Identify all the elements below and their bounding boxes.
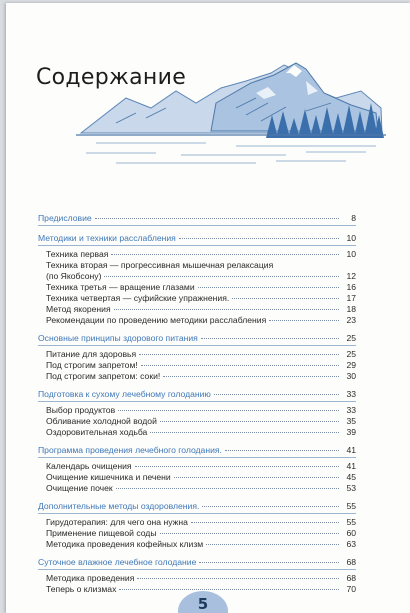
toc-heading-label: Дополнительные методы оздоровления. (38, 501, 200, 511)
toc-item[interactable] (38, 349, 356, 360)
toc-item-label: Техника вторая — прогрессивная мышечная релаксация (46, 260, 274, 270)
toc-section-heading[interactable] (38, 233, 356, 244)
divider (38, 513, 356, 514)
toc-item[interactable] (38, 260, 356, 282)
toc-item[interactable] (38, 282, 356, 293)
toc-item[interactable] (38, 293, 356, 304)
page-number-badge: 5 (178, 591, 228, 613)
dotted-leader (179, 238, 339, 239)
divider (38, 401, 356, 402)
toc-item-label: Теперь о клизмах (46, 584, 117, 594)
toc-page-number: 70 (346, 584, 356, 594)
dotted-leader (114, 309, 339, 310)
dotted-leader (111, 254, 339, 255)
toc-section (38, 213, 356, 226)
toc-item-label: Очищение кишечника и печени (46, 472, 171, 482)
toc-page-number: 33 (346, 405, 356, 415)
toc-heading-label: Предисловие (38, 213, 92, 223)
dotted-leader (199, 562, 339, 563)
divider (38, 569, 356, 570)
toc-item-label: Техника первая (46, 249, 109, 259)
toc-page-number: 63 (346, 539, 356, 549)
toc-item-label: Методика проведения кофейных клизм (46, 539, 204, 549)
toc-section-heading[interactable] (38, 501, 356, 512)
toc-page-number: 18 (346, 304, 356, 314)
dotted-leader (174, 477, 339, 478)
toc-page-number: 55 (346, 517, 356, 527)
divider (38, 345, 356, 346)
toc-page-number: 29 (346, 360, 356, 370)
toc-item-label: Применение пищевой соды (46, 528, 157, 538)
dotted-leader (160, 421, 339, 422)
dotted-leader (163, 376, 339, 377)
dotted-leader (214, 394, 339, 395)
toc-page-number: 39 (346, 427, 356, 437)
toc-page-number: 10 (346, 233, 356, 243)
toc-heading-label: Суточное влажное лечебное голодание (38, 557, 197, 567)
toc-page-number: 68 (346, 557, 356, 567)
dotted-leader (191, 522, 339, 523)
toc-item[interactable] (38, 573, 356, 584)
toc-section (38, 557, 356, 595)
dotted-leader (141, 365, 339, 366)
toc-item[interactable] (38, 360, 356, 371)
toc-item-label: Оздоровительная ходьба (46, 427, 148, 437)
toc-item[interactable] (38, 427, 356, 438)
toc-item-label: Гирудотерапия: для чего она нужна (46, 517, 188, 527)
toc-page-number: 30 (346, 371, 356, 381)
toc-section (38, 501, 356, 550)
toc-item[interactable] (38, 472, 356, 483)
toc-heading-label: Программа проведения лечебного голодания. (38, 445, 222, 455)
divider (38, 457, 356, 458)
toc-section (38, 233, 356, 326)
toc-section-heading[interactable] (38, 389, 356, 400)
dotted-leader (95, 218, 339, 219)
dotted-leader (201, 338, 339, 339)
toc-item-label: Рекомендации по проведению методики расслабления (46, 315, 267, 325)
toc-item-label: Питание для здоровья (46, 349, 137, 359)
dotted-leader (139, 354, 339, 355)
dotted-leader (206, 544, 339, 545)
toc-section-heading[interactable] (38, 333, 356, 344)
toc-section-heading[interactable] (38, 557, 356, 568)
toc-section (38, 389, 356, 438)
toc-page-number: 17 (346, 293, 356, 303)
toc-section (38, 333, 356, 382)
dotted-leader (198, 287, 339, 288)
toc-item-label: Техника третья — вращение глазами (46, 282, 195, 292)
dotted-leader (118, 410, 339, 411)
toc-page-number: 55 (346, 501, 356, 511)
toc-item-label: Очищение почек (46, 483, 113, 493)
toc-section-heading[interactable] (38, 445, 356, 456)
toc-item[interactable] (38, 304, 356, 315)
toc-page-number: 10 (346, 249, 356, 259)
toc-item-label-continued: (по Якобсону) (46, 271, 102, 281)
dotted-leader (232, 298, 339, 299)
toc-item-label: Методика проведения (46, 573, 135, 583)
divider (38, 245, 356, 246)
table-of-contents (38, 213, 356, 602)
toc-item[interactable] (38, 483, 356, 494)
toc-page-number: 41 (346, 461, 356, 471)
dotted-leader (150, 432, 339, 433)
dotted-leader (116, 488, 339, 489)
toc-item[interactable] (38, 517, 356, 528)
dotted-leader (135, 466, 339, 467)
toc-page-number: 45 (346, 472, 356, 482)
toc-item[interactable] (38, 249, 356, 260)
book-page (6, 3, 410, 613)
dotted-leader (269, 320, 339, 321)
toc-page-number: 25 (346, 349, 356, 359)
page-title: Содержание (36, 65, 187, 90)
toc-item[interactable] (38, 405, 356, 416)
toc-item-label: Метод якорения (46, 304, 111, 314)
toc-item[interactable] (38, 461, 356, 472)
toc-section-heading[interactable] (38, 213, 356, 224)
toc-item[interactable] (38, 539, 356, 550)
toc-item[interactable] (38, 528, 356, 539)
toc-section (38, 445, 356, 494)
toc-item-label: Выбор продуктов (46, 405, 116, 415)
divider (38, 225, 356, 226)
dotted-leader (119, 589, 339, 590)
toc-page-number: 53 (346, 483, 356, 493)
toc-item-label: Под строгим запретом! (46, 360, 138, 370)
dotted-leader (225, 450, 339, 451)
toc-page-number: 12 (346, 271, 356, 281)
toc-page-number: 35 (346, 416, 356, 426)
toc-item-label: Обливание холодной водой (46, 416, 157, 426)
toc-heading-label: Подготовка к сухому лечебному голоданию (38, 389, 211, 399)
toc-page-number: 68 (346, 573, 356, 583)
toc-item[interactable] (38, 371, 356, 382)
toc-heading-label: Основные принципы здорового питания (38, 333, 198, 343)
dotted-leader (137, 578, 339, 579)
mountain-landscape-illustration (6, 3, 410, 203)
toc-item-label: Техника четвертая — суфийские упражнения. (46, 293, 230, 303)
toc-item[interactable] (38, 315, 356, 326)
toc-page-number: 25 (346, 333, 356, 343)
toc-page-number: 23 (346, 315, 356, 325)
toc-page-number: 8 (351, 213, 356, 223)
toc-item[interactable] (38, 416, 356, 427)
dotted-leader (104, 276, 339, 277)
toc-page-number: 16 (346, 282, 356, 292)
dotted-leader (202, 506, 339, 507)
toc-item-label: Календарь очищения (46, 461, 132, 471)
toc-item-label: Под строгим запретом: соки! (46, 371, 161, 381)
toc-page-number: 33 (346, 389, 356, 399)
dotted-leader (160, 533, 339, 534)
toc-page-number: 41 (346, 445, 356, 455)
toc-page-number: 60 (346, 528, 356, 538)
toc-heading-label: Методики и техники расслабления (38, 233, 176, 243)
